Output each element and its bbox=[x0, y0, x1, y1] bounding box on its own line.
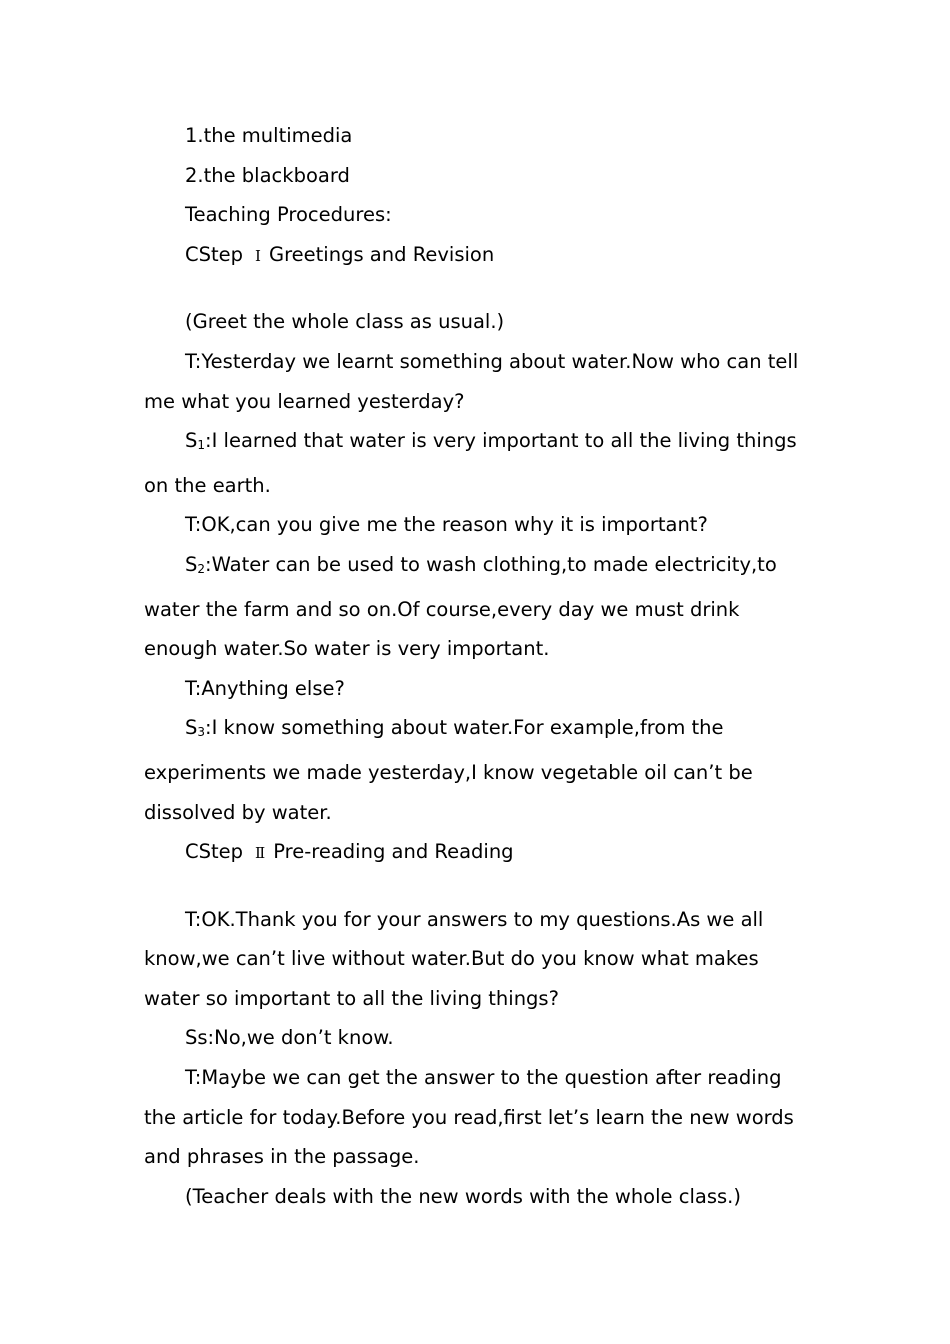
speaker-label: S bbox=[185, 552, 198, 576]
teacher-line: T:Yesterday we learnt something about water.Now who can tell me what you learned yesterday? bbox=[144, 349, 799, 413]
speaker-label: S bbox=[185, 716, 198, 740]
student-1-line bbox=[144, 421, 810, 505]
stage-direction-greet: (Greet the whole class as usual.) bbox=[185, 310, 505, 334]
step-1-prefix: CStep bbox=[185, 242, 244, 266]
student-2-text: :Water can be used to wash clothing,to made electricity,to water the farm and so on.Of course,every day we must drink enough water.So water is very important. bbox=[144, 552, 777, 661]
step-1-numeral: Ⅰ bbox=[255, 246, 261, 265]
material-item-multimedia: 1.the multimedia bbox=[185, 124, 353, 147]
students-line: Ss:No,we don’t know. bbox=[185, 1026, 394, 1050]
student-3-text: :I know something about water.For example,from the experiments we made yesterday,I know vegetable oil can’t be dissolved by water. bbox=[144, 716, 753, 824]
student-2-line bbox=[144, 545, 810, 669]
step-2-numeral: Ⅱ bbox=[255, 844, 266, 863]
teacher-line: T:OK,can you give me the reason why it is important? bbox=[185, 513, 708, 537]
speaker-label: S bbox=[185, 429, 198, 453]
step-2-heading bbox=[144, 832, 810, 874]
teacher-line: T:Maybe we can get the answer to the question after reading the article for today.Before you read,first let’s learn the new words and phrases in the passage. bbox=[144, 1066, 794, 1169]
step-1-title: Greetings and Revision bbox=[268, 242, 495, 266]
step-2-title: Pre-reading and Reading bbox=[273, 840, 514, 864]
document-page bbox=[144, 116, 810, 1216]
student-3-line bbox=[144, 708, 810, 832]
speaker-subscript: 3 bbox=[197, 725, 206, 740]
step-1-heading bbox=[144, 235, 810, 277]
speaker-subscript: 1 bbox=[197, 438, 206, 453]
teacher-line: T:OK.Thank you for your answers to my questions.As we all know,we can’t live without water.But do you know what makes water so important to all the living things? bbox=[144, 907, 764, 1010]
procedures-heading: Teaching Procedures: bbox=[185, 203, 392, 227]
stage-direction-note: (Teacher deals with the new words with the whole class.) bbox=[185, 1184, 741, 1208]
step-2-prefix: CStep bbox=[185, 840, 244, 864]
speaker-subscript: 2 bbox=[197, 561, 206, 576]
material-item-blackboard: 2.the blackboard bbox=[185, 163, 350, 187]
teacher-line: T:Anything else? bbox=[185, 676, 345, 700]
student-1-text: :I learned that water is very important to all the living things on the earth. bbox=[144, 429, 797, 497]
